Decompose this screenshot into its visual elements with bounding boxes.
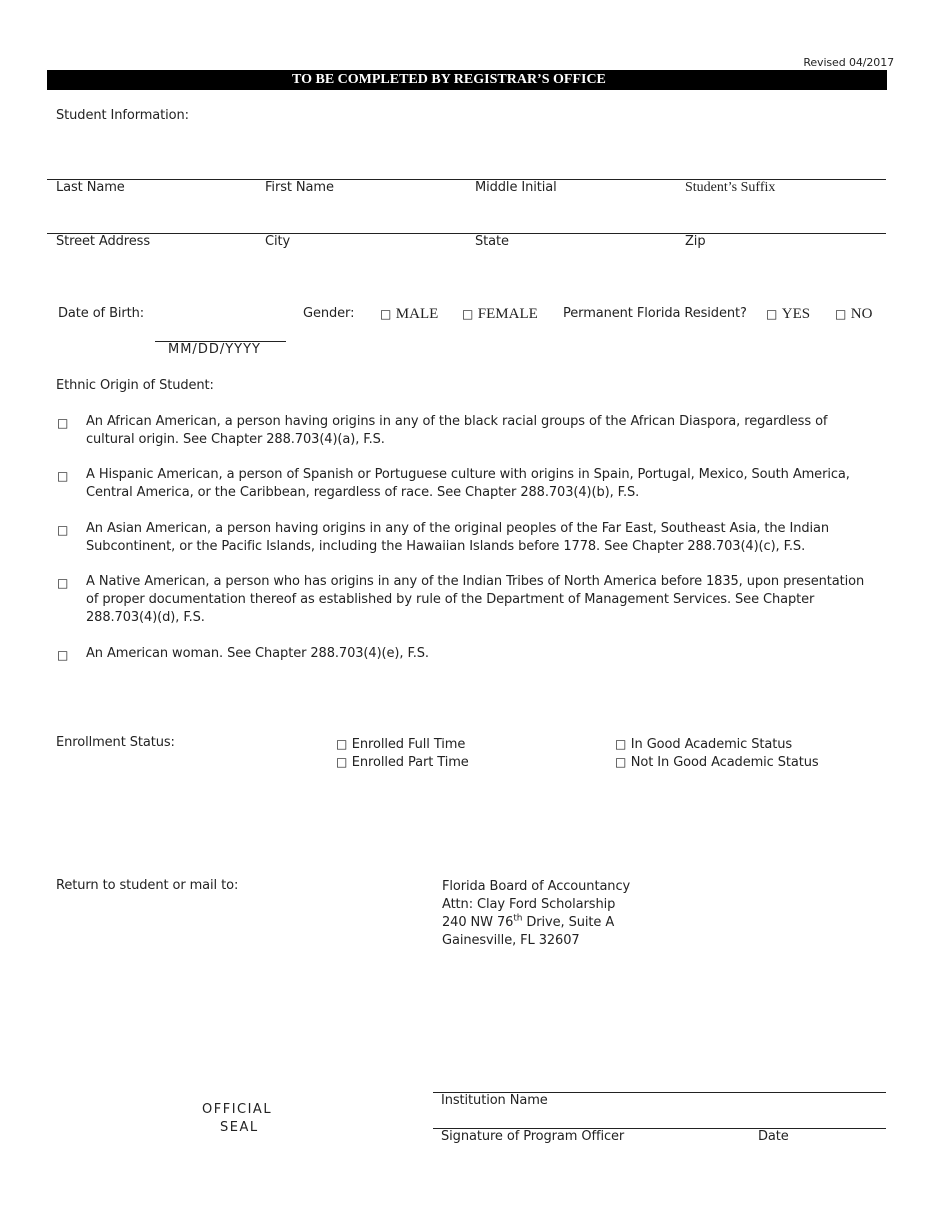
resident-no-label: NO bbox=[850, 306, 873, 322]
not-good-academic-status-label: Not In Good Academic Status bbox=[630, 755, 819, 770]
official-seal-line1: OFFICIAL bbox=[202, 1102, 273, 1117]
ethnic-option-american-woman: An American woman. See Chapter 288.703(4)(e), F.S. bbox=[86, 646, 429, 661]
street-address-label: Street Address bbox=[56, 234, 151, 249]
gender-male-option[interactable] bbox=[380, 305, 438, 323]
mail-address-block bbox=[442, 878, 630, 950]
resident-yes-label: YES bbox=[781, 306, 811, 322]
checkbox-icon[interactable]: □ bbox=[57, 416, 69, 430]
gender-male-label: MALE bbox=[395, 306, 439, 322]
ethnic-option-african-american: An African American, a person having origins in any of the black racial groups of the African Diaspora, regardless of cultural origin. See Chapter 288.703(4)(a), F.S. bbox=[86, 414, 828, 447]
enrolled-part-time-label: Enrolled Part Time bbox=[351, 755, 469, 770]
good-academic-status-label: In Good Academic Status bbox=[630, 737, 793, 752]
ethnic-origin-heading: Ethnic Origin of Student: bbox=[56, 378, 214, 393]
date-label: Date bbox=[758, 1129, 789, 1144]
last-name-label: Last Name bbox=[56, 180, 125, 195]
checkbox-icon[interactable]: □ bbox=[615, 737, 627, 751]
suffix-label: Student’s Suffix bbox=[685, 180, 776, 195]
revised-date: Revised 04/2017 bbox=[803, 56, 894, 69]
checkbox-icon[interactable]: □ bbox=[462, 307, 474, 321]
checkbox-icon[interactable]: □ bbox=[57, 648, 69, 662]
enrolled-part-time-option[interactable] bbox=[336, 753, 469, 771]
banner-title: TO BE COMPLETED BY REGISTRAR’S OFFICE bbox=[292, 72, 606, 87]
checkbox-icon[interactable]: □ bbox=[615, 755, 627, 769]
dob-label: Date of Birth: bbox=[58, 306, 145, 321]
registrar-banner bbox=[47, 70, 887, 90]
address-input-line[interactable] bbox=[47, 233, 886, 234]
ethnic-option-asian-american: An Asian American, a person having origins in any of the original peoples of the Far East, Southeast Asia, the Indian Subcontinent, or the Pacific Islands, including the Hawaiian Islands before 1778. See Chapter 288.703(4)(c), F.S. bbox=[86, 521, 830, 554]
checkbox-icon[interactable]: □ bbox=[380, 307, 392, 321]
mail-address-line3: 240 NW 76th Drive, Suite A bbox=[442, 913, 615, 930]
gender-female-label: FEMALE bbox=[477, 306, 538, 322]
enrolled-full-time-label: Enrolled Full Time bbox=[351, 737, 466, 752]
student-info-heading: Student Information: bbox=[56, 108, 189, 123]
mail-address-line1: Florida Board of Accountancy bbox=[442, 879, 631, 894]
middle-initial-label: Middle Initial bbox=[475, 180, 557, 195]
mail-address-line2: Attn: Clay Ford Scholarship bbox=[442, 897, 616, 912]
good-academic-status-option[interactable] bbox=[615, 735, 792, 753]
return-mail-label: Return to student or mail to: bbox=[56, 878, 239, 893]
institution-name-label: Institution Name bbox=[441, 1093, 548, 1108]
checkbox-icon[interactable]: □ bbox=[835, 307, 847, 321]
resident-yes-option[interactable] bbox=[766, 305, 810, 323]
checkbox-icon[interactable]: □ bbox=[766, 307, 778, 321]
official-seal-line2: SEAL bbox=[220, 1120, 259, 1135]
signature-label: Signature of Program Officer bbox=[441, 1129, 625, 1144]
checkbox-icon[interactable]: □ bbox=[57, 469, 69, 483]
checkbox-icon[interactable]: □ bbox=[336, 755, 348, 769]
mail-address-line4: Gainesville, FL 32607 bbox=[442, 933, 580, 948]
checkbox-icon[interactable]: □ bbox=[57, 523, 69, 537]
city-label: City bbox=[265, 234, 291, 249]
enrolled-full-time-option[interactable] bbox=[336, 735, 465, 753]
not-good-academic-status-option[interactable] bbox=[615, 753, 819, 771]
gender-label: Gender: bbox=[303, 306, 355, 321]
resident-label: Permanent Florida Resident? bbox=[563, 306, 747, 321]
ethnic-option-native-american: A Native American, a person who has origins in any of the Indian Tribes of North America before 1835, upon presentation of proper documentation thereof as established by rule of the Department of Management Services. See Chapter 288.703(4)(d), F.S. bbox=[86, 574, 865, 625]
dob-format-hint: MM/DD/YYYY bbox=[168, 342, 261, 357]
resident-no-option[interactable] bbox=[835, 305, 872, 323]
first-name-label: First Name bbox=[265, 180, 334, 195]
state-label: State bbox=[475, 234, 509, 249]
ethnic-option-hispanic-american: A Hispanic American, a person of Spanish or Portuguese culture with origins in Spain, Portugal, Mexico, South America, Central America, or the Caribbean, regardless of race. See Chapter 288.703(4)(b), F.S. bbox=[86, 467, 850, 500]
checkbox-icon[interactable]: □ bbox=[336, 737, 348, 751]
zip-label: Zip bbox=[685, 234, 706, 249]
gender-female-option[interactable] bbox=[462, 305, 538, 323]
enrollment-status-label: Enrollment Status: bbox=[56, 735, 175, 750]
checkbox-icon[interactable]: □ bbox=[57, 576, 69, 590]
